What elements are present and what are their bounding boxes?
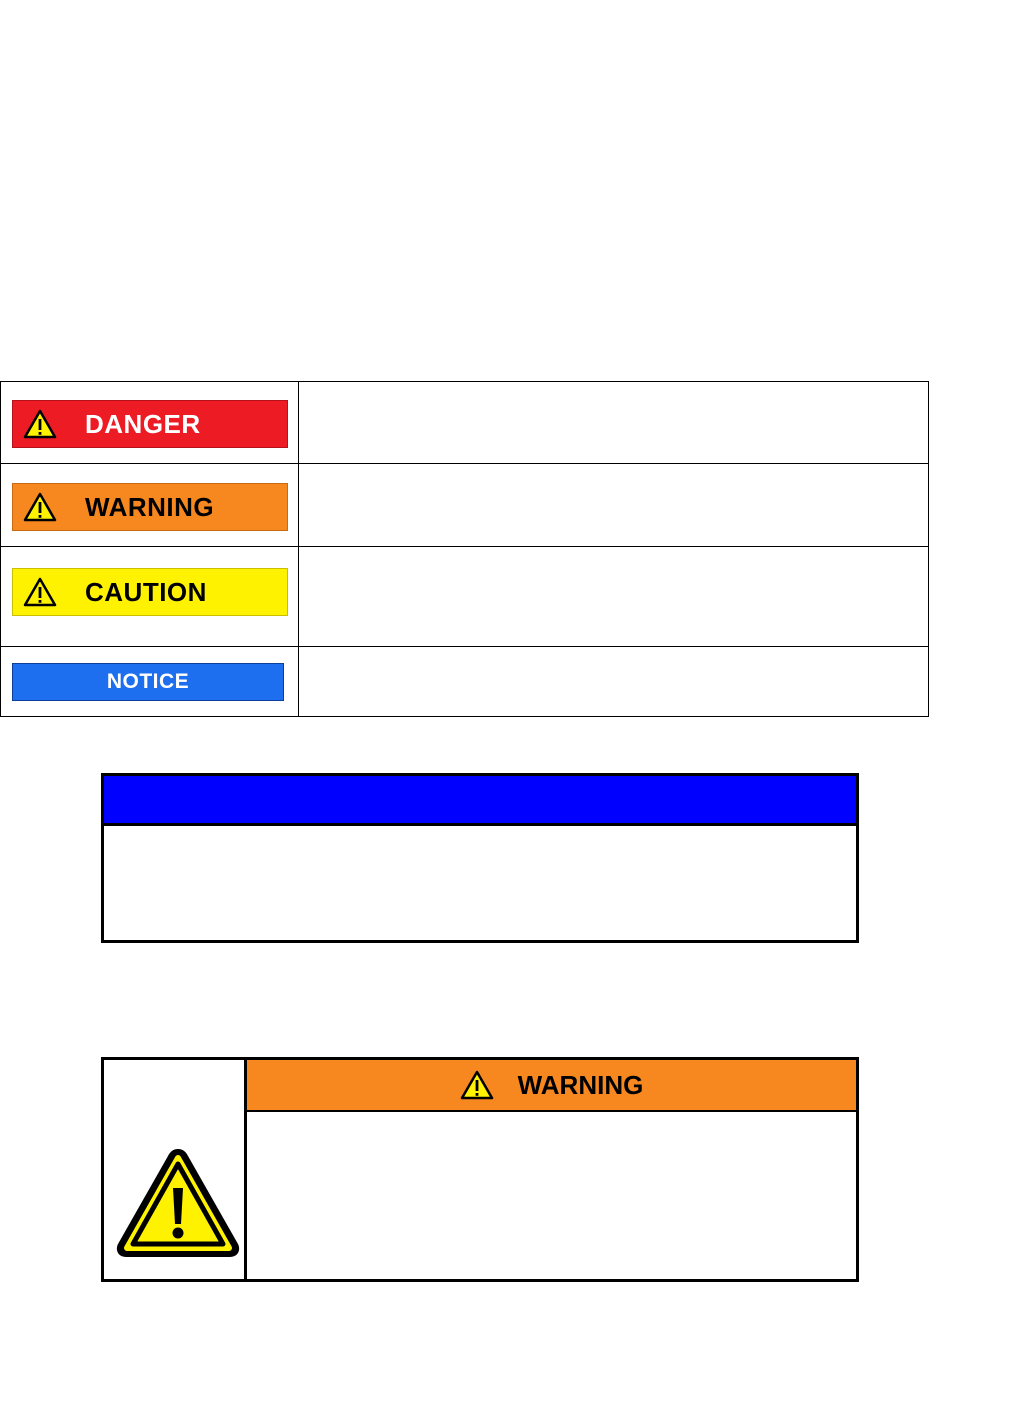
warning-description <box>299 464 928 546</box>
signal-row-warning <box>1 464 928 547</box>
warning-header <box>247 1060 856 1112</box>
warning-triangle-icon <box>113 1144 243 1262</box>
notice-box <box>101 773 859 943</box>
warning-label-text: WARNING <box>85 491 215 522</box>
notice-header-bar <box>104 776 856 826</box>
signal-row-danger <box>1 382 928 464</box>
warning-header-text: WARNING <box>517 1069 644 1100</box>
signal-row-notice <box>1 647 928 716</box>
warning-box <box>101 1057 859 1282</box>
danger-description <box>299 382 928 463</box>
warning-body <box>259 1120 846 1269</box>
warning-triangle-icon <box>460 1070 494 1100</box>
warning-triangle-icon <box>23 409 57 439</box>
signal-row-caution <box>1 547 928 647</box>
warning-triangle-icon <box>23 492 57 522</box>
caution-label-text: CAUTION <box>85 576 207 607</box>
caution-description <box>299 547 928 646</box>
danger-label <box>12 400 288 448</box>
warning-icon-column <box>104 1060 247 1279</box>
caution-label <box>12 568 288 616</box>
notice-body <box>114 832 846 930</box>
warning-triangle-icon <box>23 577 57 607</box>
signal-word-table <box>0 381 929 717</box>
notice-label: NOTICE <box>12 663 284 701</box>
danger-label-text: DANGER <box>85 408 201 439</box>
notice-description <box>299 647 928 716</box>
warning-label <box>12 483 288 531</box>
